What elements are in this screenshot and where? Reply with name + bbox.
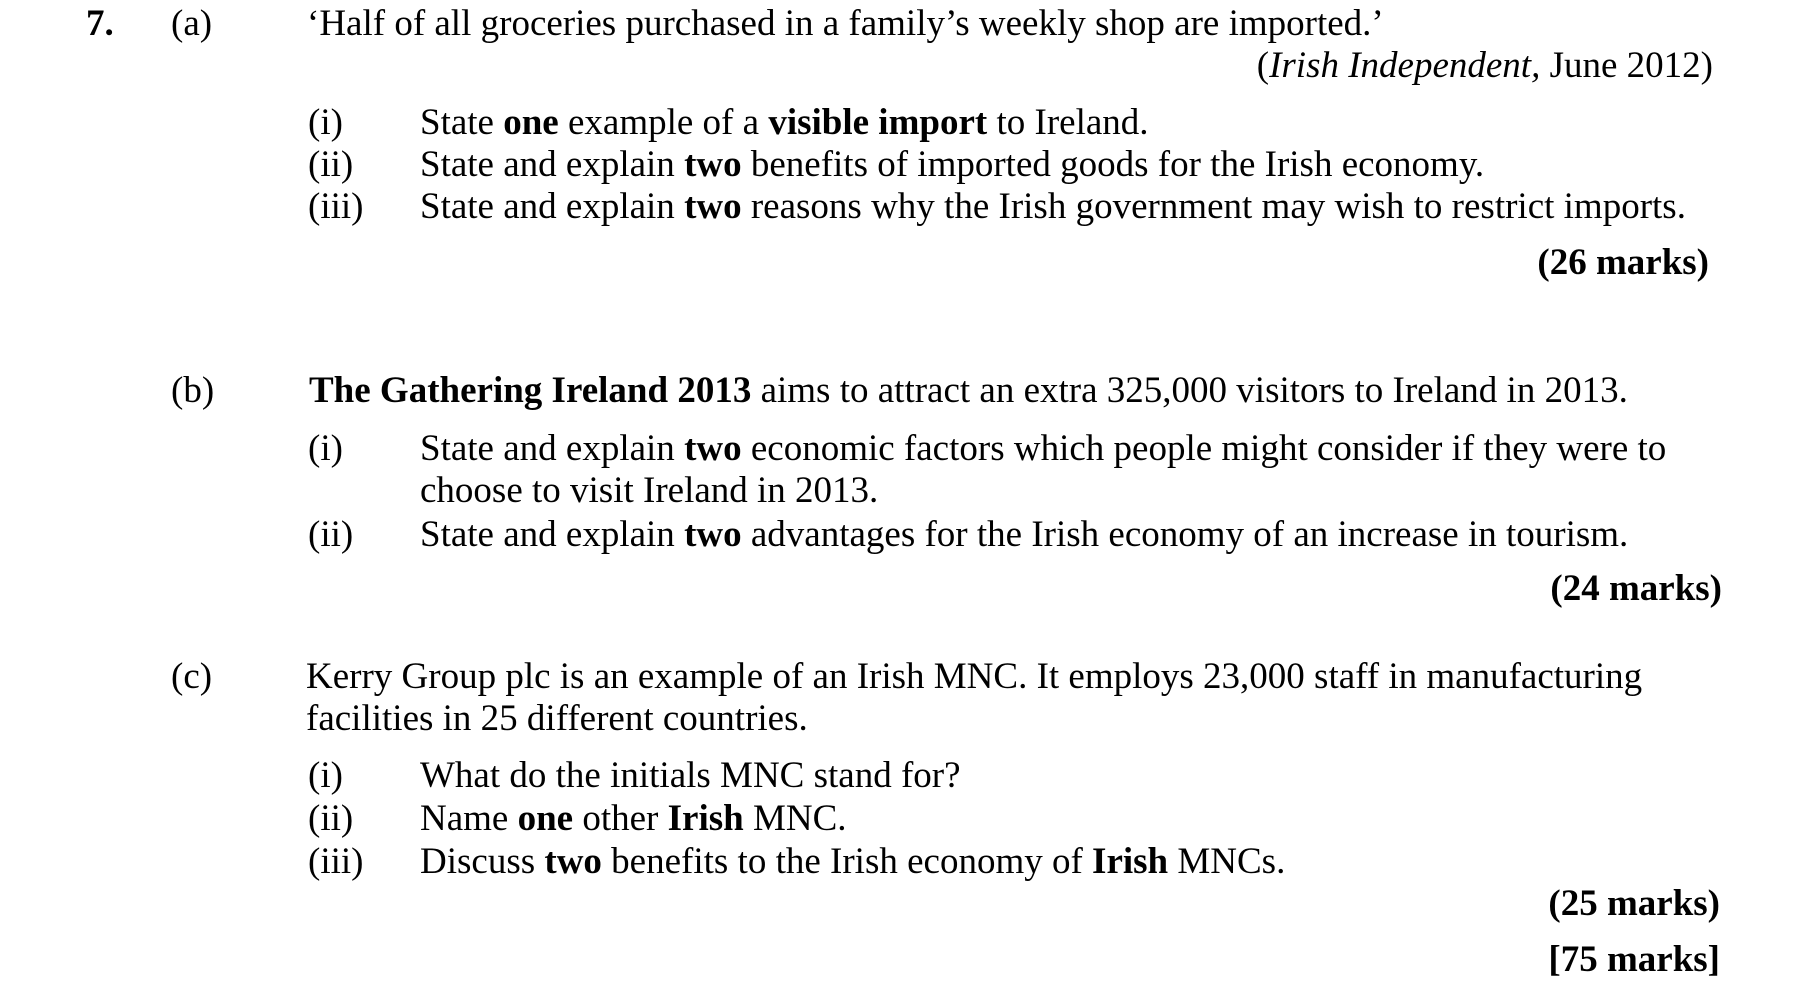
emphasis-text: two bbox=[684, 428, 742, 469]
emphasis-text: two bbox=[544, 841, 602, 882]
part-a-item-ii-text bbox=[420, 146, 1484, 183]
body-text: State bbox=[420, 102, 504, 143]
body-text: example of a bbox=[558, 102, 769, 143]
part-a-item-ii-numeral: (ii) bbox=[308, 144, 354, 185]
body-text: State and explain bbox=[420, 144, 685, 185]
body-text: State and explain bbox=[420, 428, 685, 469]
body-text: benefits to the Irish economy of bbox=[601, 841, 1093, 882]
part-c-item-ii-text bbox=[420, 800, 847, 837]
body-text: Discuss bbox=[420, 841, 545, 882]
emphasis-text: one bbox=[503, 102, 559, 143]
part-c-item-i-text bbox=[420, 757, 961, 794]
body-text: State and explain bbox=[420, 514, 685, 555]
part-a-quote: ‘Half of all groceries purchased in a family’s weekly shop are imported.’ bbox=[307, 3, 1384, 44]
source-rest: June 2012) bbox=[1540, 45, 1713, 86]
part-a-item-i-numeral: (i) bbox=[308, 102, 343, 143]
part-a-item-iii-numeral: (iii) bbox=[308, 186, 364, 227]
part-a-marks: (26 marks) bbox=[1537, 242, 1709, 283]
body-text: What do the initials MNC stand for? bbox=[420, 755, 961, 796]
source-open: ( bbox=[1256, 45, 1270, 86]
body-text: benefits of imported goods for the Irish economy. bbox=[741, 144, 1485, 185]
part-b-label: (b) bbox=[171, 370, 215, 411]
body-text: other bbox=[573, 798, 668, 839]
part-c-item-i-numeral: (i) bbox=[308, 755, 343, 796]
part-b-intro bbox=[309, 372, 1628, 409]
part-a-item-iii-text bbox=[420, 188, 1686, 225]
part-a-source bbox=[1257, 47, 1713, 84]
body-text: MNC. bbox=[743, 798, 847, 839]
emphasis-text: one bbox=[517, 798, 574, 839]
body-text: Name bbox=[420, 798, 518, 839]
part-a-item-i-text bbox=[420, 104, 1149, 141]
part-a-label: (a) bbox=[171, 3, 213, 44]
part-b-item-ii-text bbox=[420, 516, 1628, 553]
emphasis-text: two bbox=[684, 144, 742, 185]
part-b-marks: (24 marks) bbox=[1550, 568, 1722, 609]
emphasis-text: visible import bbox=[768, 102, 988, 143]
part-b-item-i-line1 bbox=[420, 430, 1666, 467]
part-c-item-iii-numeral: (iii) bbox=[308, 841, 364, 882]
part-b-item-ii-numeral: (ii) bbox=[308, 514, 354, 555]
body-text: State and explain bbox=[420, 186, 685, 227]
total-marks: [75 marks] bbox=[1548, 939, 1720, 980]
source-italic: Irish Independent, bbox=[1269, 45, 1541, 86]
part-c-marks: (25 marks) bbox=[1548, 883, 1720, 924]
body-text: to Ireland. bbox=[987, 102, 1149, 143]
body-text: MNCs. bbox=[1168, 841, 1286, 882]
part-b-intro-bold: The Gathering Ireland 2013 bbox=[309, 370, 752, 411]
body-text: advantages for the Irish economy of an increase in tourism. bbox=[741, 514, 1629, 555]
question-number: 7. bbox=[86, 3, 114, 44]
part-c-intro-line2: facilities in 25 different countries. bbox=[306, 698, 808, 739]
part-c-item-iii-text bbox=[420, 843, 1285, 880]
body-text: economic factors which people might consider if they were to bbox=[741, 428, 1667, 469]
part-b-item-i-numeral: (i) bbox=[308, 428, 343, 469]
emphasis-text: Irish bbox=[667, 798, 744, 839]
emphasis-text: two bbox=[684, 514, 742, 555]
part-b-item-i-line2: choose to visit Ireland in 2013. bbox=[420, 470, 879, 511]
part-c-item-ii-numeral: (ii) bbox=[308, 798, 354, 839]
part-c-label: (c) bbox=[171, 656, 213, 697]
part-c-intro-line1: Kerry Group plc is an example of an Irish MNC. It employs 23,000 staff in manufacturing bbox=[306, 656, 1643, 697]
part-b-intro-rest: aims to attract an extra 325,000 visitors to Ireland in 2013. bbox=[751, 370, 1628, 411]
emphasis-text: two bbox=[684, 186, 742, 227]
body-text: reasons why the Irish government may wish to restrict imports. bbox=[741, 186, 1686, 227]
emphasis-text: Irish bbox=[1092, 841, 1169, 882]
